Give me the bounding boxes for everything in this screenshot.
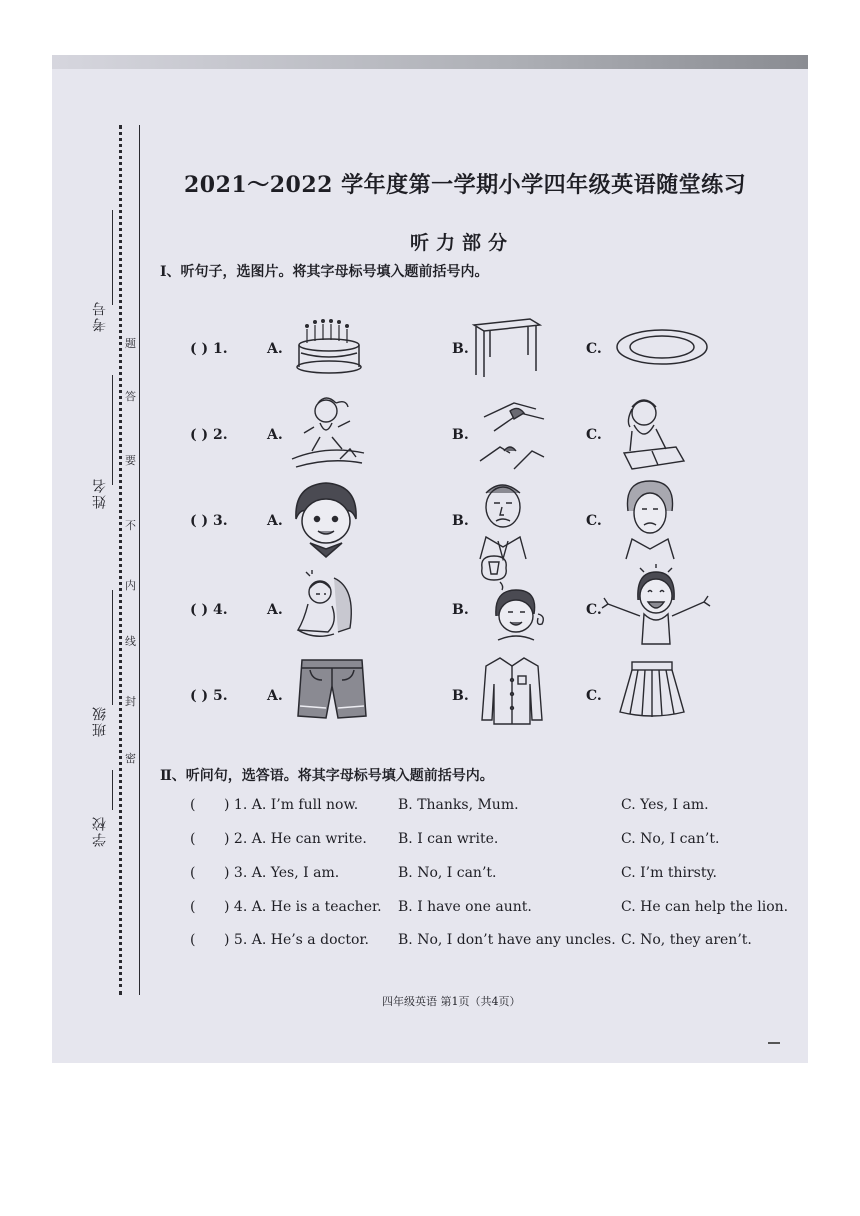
option-b: B. No, I don’t have any uncles. xyxy=(398,932,616,948)
option-c: C. Yes, I am. xyxy=(621,797,709,813)
answer-bracket: ( xyxy=(190,899,196,915)
section2-instruction: Ⅱ、听问句，选答语。将其字母标号填入题前括号内。 xyxy=(160,768,494,784)
option-label: B. xyxy=(452,341,469,357)
option-label: B. xyxy=(452,688,469,704)
answer-question-1 xyxy=(52,797,808,821)
answer-bracket: ( xyxy=(190,932,196,948)
answer-question-2 xyxy=(52,831,808,855)
option-c: C. He can help the lion. xyxy=(621,899,789,915)
answer-bracket: ( xyxy=(190,865,196,881)
old-man-face-icon xyxy=(476,477,530,561)
plate-icon xyxy=(614,327,710,367)
seal-char: 线 xyxy=(125,635,136,648)
answer-question-5 xyxy=(52,932,808,956)
option-c: C. No, I can’t. xyxy=(621,831,720,847)
answer-question-4 xyxy=(52,899,808,923)
picture-question-3 xyxy=(52,483,808,563)
option-c: C. No, they aren’t. xyxy=(621,932,752,948)
scan-edge xyxy=(52,55,808,69)
flying-birds-icon xyxy=(474,391,552,475)
seal-char: 内 xyxy=(125,579,136,592)
option-label: C. xyxy=(586,427,602,443)
picture-question-5 xyxy=(52,658,808,738)
question-number: ( ) 4. xyxy=(190,602,228,618)
birthday-cake-icon xyxy=(295,315,363,375)
option-label: A. xyxy=(267,427,283,443)
seal-char: 答 xyxy=(125,390,136,403)
option-label: B. xyxy=(452,602,469,618)
page-footer: 四年级英语 第1页（共4页） xyxy=(382,995,521,1008)
field-rule-exam-number xyxy=(112,210,113,305)
option-b: B. Thanks, Mum. xyxy=(398,797,519,813)
field-label-exam-number: 考号 xyxy=(92,300,108,332)
section1-instruction: Ⅰ、听句子，选图片。将其字母标号填入题前括号内。 xyxy=(160,264,489,280)
seal-char: 不 xyxy=(125,519,136,532)
shirt-icon xyxy=(480,654,544,726)
option-label: C. xyxy=(586,513,602,529)
picture-question-1 xyxy=(52,311,808,391)
field-label-name: 姓名 xyxy=(92,477,108,509)
option-label: A. xyxy=(267,688,283,704)
option-label: A. xyxy=(267,602,283,618)
option-label: B. xyxy=(452,427,469,443)
option-label: B. xyxy=(452,513,469,529)
option-label: C. xyxy=(586,688,602,704)
option-label: C. xyxy=(586,341,602,357)
option-label: A. xyxy=(267,513,283,529)
question-number: ( ) 5. xyxy=(190,688,228,704)
tired-girl-icon xyxy=(294,568,358,650)
answer-bracket: ( xyxy=(190,831,196,847)
picture-question-2 xyxy=(52,397,808,477)
girl-skating-icon xyxy=(290,393,366,475)
answer-question-3 xyxy=(52,865,808,889)
scan-mark xyxy=(768,1042,780,1044)
picture-question-4 xyxy=(52,572,808,652)
happy-girl-icon xyxy=(600,564,712,648)
young-girl-face-icon xyxy=(290,479,362,561)
option-label: A. xyxy=(267,341,283,357)
old-woman-face-icon xyxy=(624,477,676,561)
option-b: B. I have one aunt. xyxy=(398,899,532,915)
option-label: C. xyxy=(586,602,602,618)
option-a: ) 2. A. He can write. xyxy=(224,831,367,847)
answer-bracket: ( xyxy=(190,797,196,813)
field-label-school: 学校 xyxy=(92,815,108,847)
question-number: ( ) 3. xyxy=(190,513,228,529)
option-a: ) 1. A. I’m full now. xyxy=(224,797,359,813)
option-a: ) 4. A. He is a teacher. xyxy=(224,899,382,915)
girl-writing-icon xyxy=(618,391,688,475)
exam-sheet xyxy=(52,55,808,1063)
option-b: B. No, I can’t. xyxy=(398,865,497,881)
seal-char: 密 xyxy=(125,752,136,765)
option-c: C. I’m thirsty. xyxy=(621,865,717,881)
seal-char: 封 xyxy=(125,695,136,708)
seal-char: 题 xyxy=(125,337,136,350)
shorts-icon xyxy=(296,656,368,722)
option-a: ) 5. A. He’s a doctor. xyxy=(224,932,369,948)
skirt-icon xyxy=(618,660,686,720)
option-a: ) 3. A. Yes, I am. xyxy=(224,865,340,881)
page-title: 2021～2022 学年度第一学期小学四年级英语随堂练习 xyxy=(184,172,747,198)
option-b: B. I can write. xyxy=(398,831,499,847)
question-number: ( ) 2. xyxy=(190,427,228,443)
table-icon xyxy=(470,317,542,379)
thirsty-girl-icon xyxy=(480,554,552,650)
section-heading: 听力部分 xyxy=(410,232,515,254)
field-label-class: 班级 xyxy=(92,705,108,737)
question-number: ( ) 1. xyxy=(190,341,228,357)
seal-char: 要 xyxy=(125,454,136,467)
